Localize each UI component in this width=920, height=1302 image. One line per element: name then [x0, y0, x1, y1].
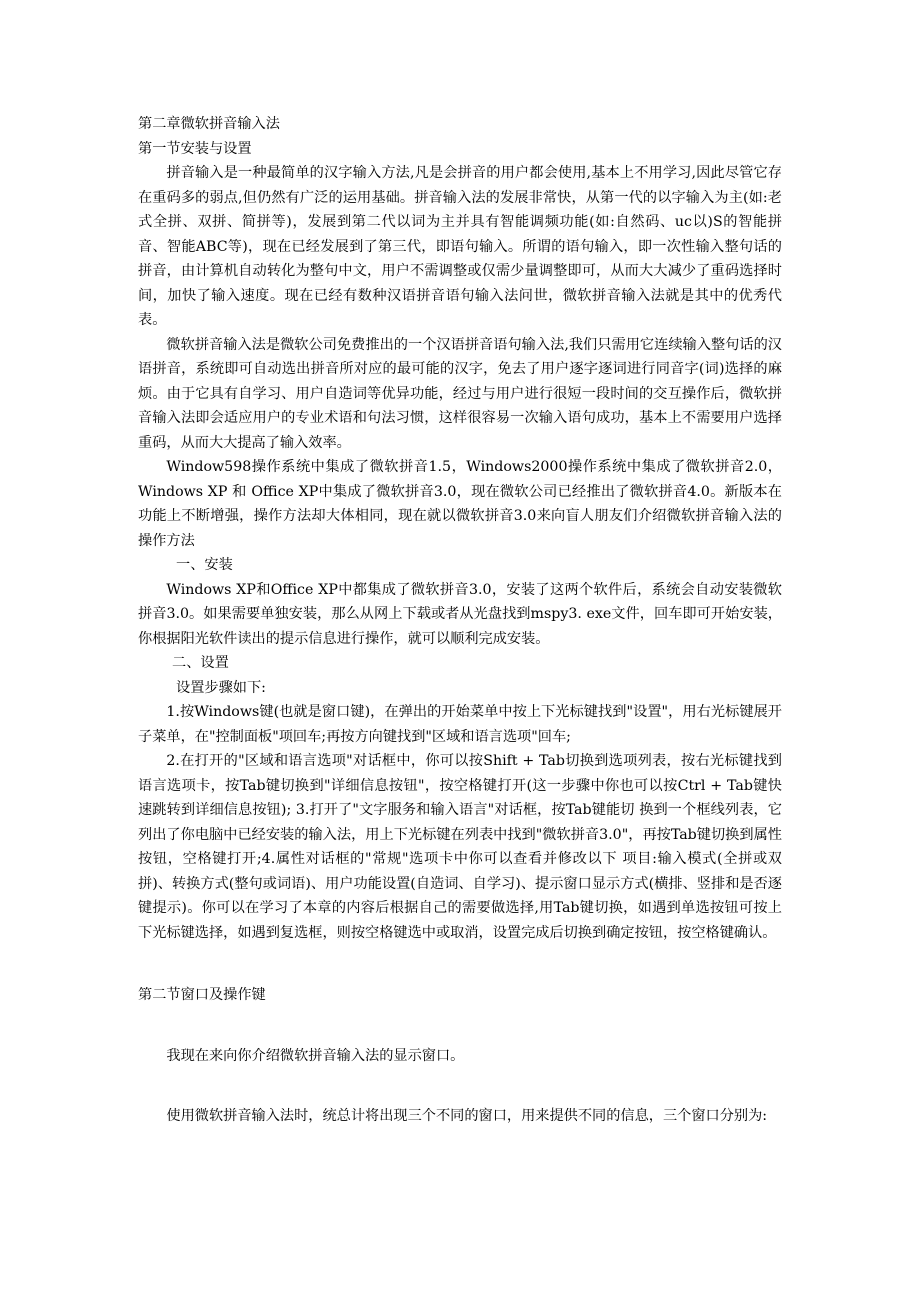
- install-heading: 一、安装: [176, 557, 233, 573]
- paragraph: 我现在来向你介绍微软拼音输入法的显示窗口。: [166, 1047, 465, 1064]
- paragraph: Window598操作系统中集成了微软拼音1.5，Windows2000操作系统中集成了微软拼音2.0， Windows XP 和 Office XP中集成了微软拼音3.0，现在微软公司已经推出了微软拼音4.0。新版本在功能上不断增强，操作方法却大体相同，现在就以微软拼音3.0来向盲人朋友们介绍微软拼音输入法的操作方法: [138, 459, 782, 549]
- section-title: 第一节安装与设置: [138, 140, 252, 157]
- chapter-title: 第二章微软拼音输入法: [138, 116, 280, 132]
- settings-step: 1.按Windows键(也就是窗口键)，在弹出的开始菜单中按上下光标键找到"设置"，用右光标键展开子菜单，在"控制面板"项回车;再按方向键找到"区域和语言选项"回车;: [138, 704, 782, 745]
- settings-heading: 二、设置: [172, 655, 229, 671]
- install-paragraph: Windows XP和Office XP中都集成了微软拼音3.0，安装了这两个软件后，系统会自动安装微软拼音3.0。如果需要单独安装，那么从网上下载或者从光盘找到mspy3. exe文件，回车即可开始安装，你根据阳光软件读出的提示信息进行操作，就可以顺利完成安装。: [138, 581, 782, 647]
- section-title: 第二节窗口及操作键: [138, 987, 266, 1003]
- paragraph: 微软拼音输入法是微软公司免费推出的一个汉语拼音语句输入法,我们只需用它连续输入整句话的汉语拼音，系统即可自动选出拼音所对应的最可能的汉字，免去了用户逐字逐词进行同音字(词)选择的麻烦。由于它具有自学习、用户自造词等优异功能，经过与用户进行很短一段时间的交互操作后，微软拼音输入法即会适应用户的专业术语和句法习惯，这样很容易一次输入语句成功，基本上不需要用户选择重码，从而大大提高了输入效率。: [138, 336, 782, 451]
- paragraph: 使用微软拼音输入法时，统总计将出现三个不同的窗口，用来提供不同的信息，三个窗口分别为:: [166, 1108, 768, 1124]
- settings-step: 2.在打开的"区域和语言选项"对话框中，你可以按Shift + Tab切换到选项列表，按右光标键找到语言选项卡，按Tab键切换到"详细信息按钮"，按空格键打开(这一步骤中你也可以按Ctrl + Tab键快速跳转到详细信息按钮); 3.打开了"文字服务和输入语言"对话框，按Tab键能切 换到一个框线列表，它列出了你电脑中已经安装的输入法，用上下光标键在列表中找到"微软拼音3.0"，再按Tab键切换到属性按钮，空格键打开;4.属性对话框的"常规"选项卡中你可以查看并修改以下 项目:输入模式(全拼或双拼)、转换方式(整句或词语)、用户功能设置(自造词、自学习)、提示窗口显示方式(横排、竖排和是否逐键提示)。你可以在学习了本章的内容后根据自己的需要做选择,用Tab键切换，如遇到单选按钮可按上下光标键选择，如遇到复选框，则按空格键选中或取消，设置完成后切换到确定按钮，按空格键确认。: [138, 753, 782, 941]
- settings-steps-intro: 设置步骤如下:: [176, 679, 266, 696]
- paragraph: 拼音输入是一种最简单的汉字输入方法,凡是会拼音的用户都会使用,基本上不用学习,因此尽管它存在重码多的弱点,但仍然有广泛的运用基础。拼音输入法的发展非常快，从第一代的以字输入为主(如:老式全拼、双拼、简拼等)，发展到第二代以词为主并具有智能调频功能(如:自然码、uc以)S的智能拼音、智能ABC等)，现在已经发展到了第三代，即语句输入。所谓的语句输入，即一次性输入整句话的拼音，由计算机自动转化为整句中文，用户不需调整或仅需少量调整即可，从而大大减少了重码选择时间，加快了输入速度。现在已经有数种汉语拼音语句输入法问世，微软拼音输入法就是其中的优秀代表。: [138, 165, 782, 328]
- document-page: [138, 112, 782, 1129]
